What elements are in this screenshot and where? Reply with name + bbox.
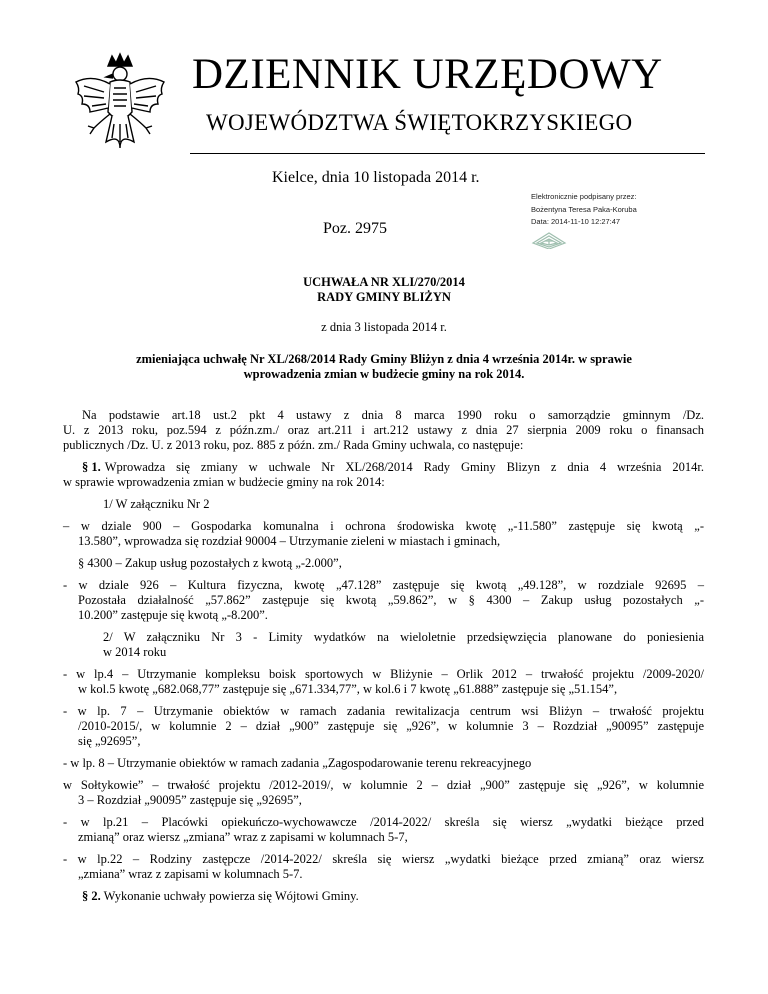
section-1-line-2: w sprawie wprowadzenia zmian w budżecie gminy na rok 2014: — [63, 475, 385, 489]
attachment-2-item-b: § 4300 – Zakup usług pozostałych z kwotą „-2.000”, — [78, 556, 342, 570]
section-2-marker: § 2. — [82, 889, 101, 903]
attachment-3-item-c-line-1: - w lp. 8 – Utrzymanie obiektów w ramach zadania „Zagospodarowanie terenu rekreacyjnego — [63, 756, 532, 770]
attachment-2-item-c-line-3: 10.200” zastępuje się kwotą „-8.200”. — [78, 608, 268, 622]
resolution-number: UCHWAŁA NR XLI/270/2014 — [303, 275, 465, 289]
publication-date: Kielce, dnia 10 listopada 2014 r. — [272, 169, 480, 186]
attachment-3-item-c-line-2: w Sołtykowie” – trwałość projektu /2012-2019/, w kolumnie 2 – dział „900” zastępuje się „926”, w kolumnie — [63, 778, 704, 792]
preamble-line-1: Na podstawie art.18 ust.2 pkt 4 ustawy z dnia 8 marca 1990 roku o samorządzie gminnym /Dz. — [82, 408, 704, 422]
attachment-3-item-d-line-1: - w lp.21 – Placówki opiekuńczo-wychowawcze /2014-2022/ skreśla się wiersz „wydatki bieżące przed — [63, 815, 704, 829]
electronic-signature — [531, 191, 637, 229]
signature-signer: Bożentyna Teresa Paka-Koruba — [531, 204, 637, 214]
section-1-marker: § 1. — [82, 460, 101, 474]
polish-eagle-emblem-icon — [70, 52, 170, 170]
attachment-3-item-a-line-2: w kol.5 kwotę „682.068,77” zastępuje się „671.334,77”, w kol.6 i 7 kwotę „61.888” zastępuje się „51.154”, — [78, 682, 618, 696]
signature-date: Data: 2014-11-10 12:27:47 — [531, 217, 621, 226]
section-2 — [82, 889, 359, 904]
attachment-3-item-e-line-2: „zmiana” wraz z zapisami w kolumnach 5-7. — [78, 867, 303, 881]
attachment-2-heading: 1/ W załączniku Nr 2 — [103, 497, 210, 511]
position-number: Poz. 2975 — [323, 220, 387, 237]
attachment-2-item-a-line-2: 13.580”, wprowadza się rozdział 90004 – Utrzymanie zieleni w miastach i gminach, — [78, 534, 501, 548]
preamble-line-3: publicznych /Dz. U. z 2013 roku, poz. 885 z późn. zm./ Rada Gminy uchwala, co następuje: — [63, 438, 524, 452]
signature-verified-icon — [531, 229, 591, 249]
resolution-authority: RADY GMINY BLIŻYN — [317, 290, 451, 304]
journal-title: DZIENNIK URZĘDOWY — [192, 51, 663, 98]
section-1-text: Wprowadza się zmiany w uchwale Nr XL/268/2014 Rady Gminy Blizyn z dnia 4 września 2014r. — [104, 460, 704, 474]
attachment-3-item-e-line-1: - w lp.22 – Rodziny zastępcze /2014-2022/ skreśla się wiersz „wydatki bieżące przed zmianą” oraz wiersz — [63, 852, 704, 866]
attachment-2-item-c-line-1: - w dziale 926 – Kultura fizyczna, kwotę „47.128” zastępuje się kwotą „49.128”, w rozdziale 92695 – — [63, 578, 704, 592]
attachment-3-heading-line-2: w 2014 roku — [103, 645, 167, 659]
attachment-2-item-a-line-1: – w dziale 900 – Gospodarka komunalna i ochrona środowiska kwotę „-11.580” zastępuje się kwotą „- — [63, 519, 704, 533]
section-1-line-1 — [82, 460, 704, 475]
attachment-3-item-b-line-1: - w lp. 7 – Utrzymanie obiektów w ramach zadania rewitalizacja centrum wsi Bliżyn – trwałość projektu — [63, 704, 704, 718]
attachment-3-item-c-line-3: 3 – Rozdział „90095” zastępuje się „92695”, — [78, 793, 302, 807]
attachment-3-item-b-line-2: /2010-2015/, w kolumnie 2 – dział „900” zastępuje się „926”, w kolumnie 3 – Rozdział „90095” zastępuje — [78, 719, 704, 733]
section-2-text: Wykonanie uchwały powierza się Wójtowi Gminy. — [103, 889, 359, 903]
preamble-line-2: U. z 2013 roku, poz.594 z późn.zm./ oraz art.211 i art.212 ustawy z dnia 27 sierpnia 2009 roku o finansach — [63, 423, 704, 437]
attachment-3-item-b-line-3: się „92695”, — [78, 734, 141, 748]
resolution-subject-line-2: wprowadzenia zmian w budżecie gminy na rok 2014. — [243, 367, 525, 381]
attachment-3-heading-line-1: 2/ W załączniku Nr 3 - Limity wydatków na wieloletnie przedsięwzięcia planowane do poniesienia — [103, 630, 704, 644]
attachment-3-item-a-line-1: - w lp.4 – Utrzymanie kompleksu boisk sportowych w Bliżynie – Orlik 2012 – trwałość projektu /2009-2020/ — [63, 667, 704, 681]
journal-subtitle: WOJEWÓDZTWA ŚWIĘTOKRZYSKIEGO — [206, 110, 633, 135]
attachment-3-item-d-line-2: zmianą” oraz wiersz „zmiana” wraz z zapisami w kolumnach 5-7, — [78, 830, 408, 844]
attachment-2-item-c-line-2: Pozostała działalność „57.862” zastępuje się kwotą „59.862”, w § 4300 – Zakup usług pozostałych „- — [78, 593, 704, 607]
resolution-date: z dnia 3 listopada 2014 r. — [321, 320, 447, 334]
header-divider — [190, 153, 705, 154]
signature-line-1: Elektronicznie podpisany przez: — [531, 192, 637, 201]
resolution-subject-line-1: zmieniająca uchwałę Nr XL/268/2014 Rady Gminy Bliżyn z dnia 4 września 2014r. w sprawie — [136, 352, 632, 366]
